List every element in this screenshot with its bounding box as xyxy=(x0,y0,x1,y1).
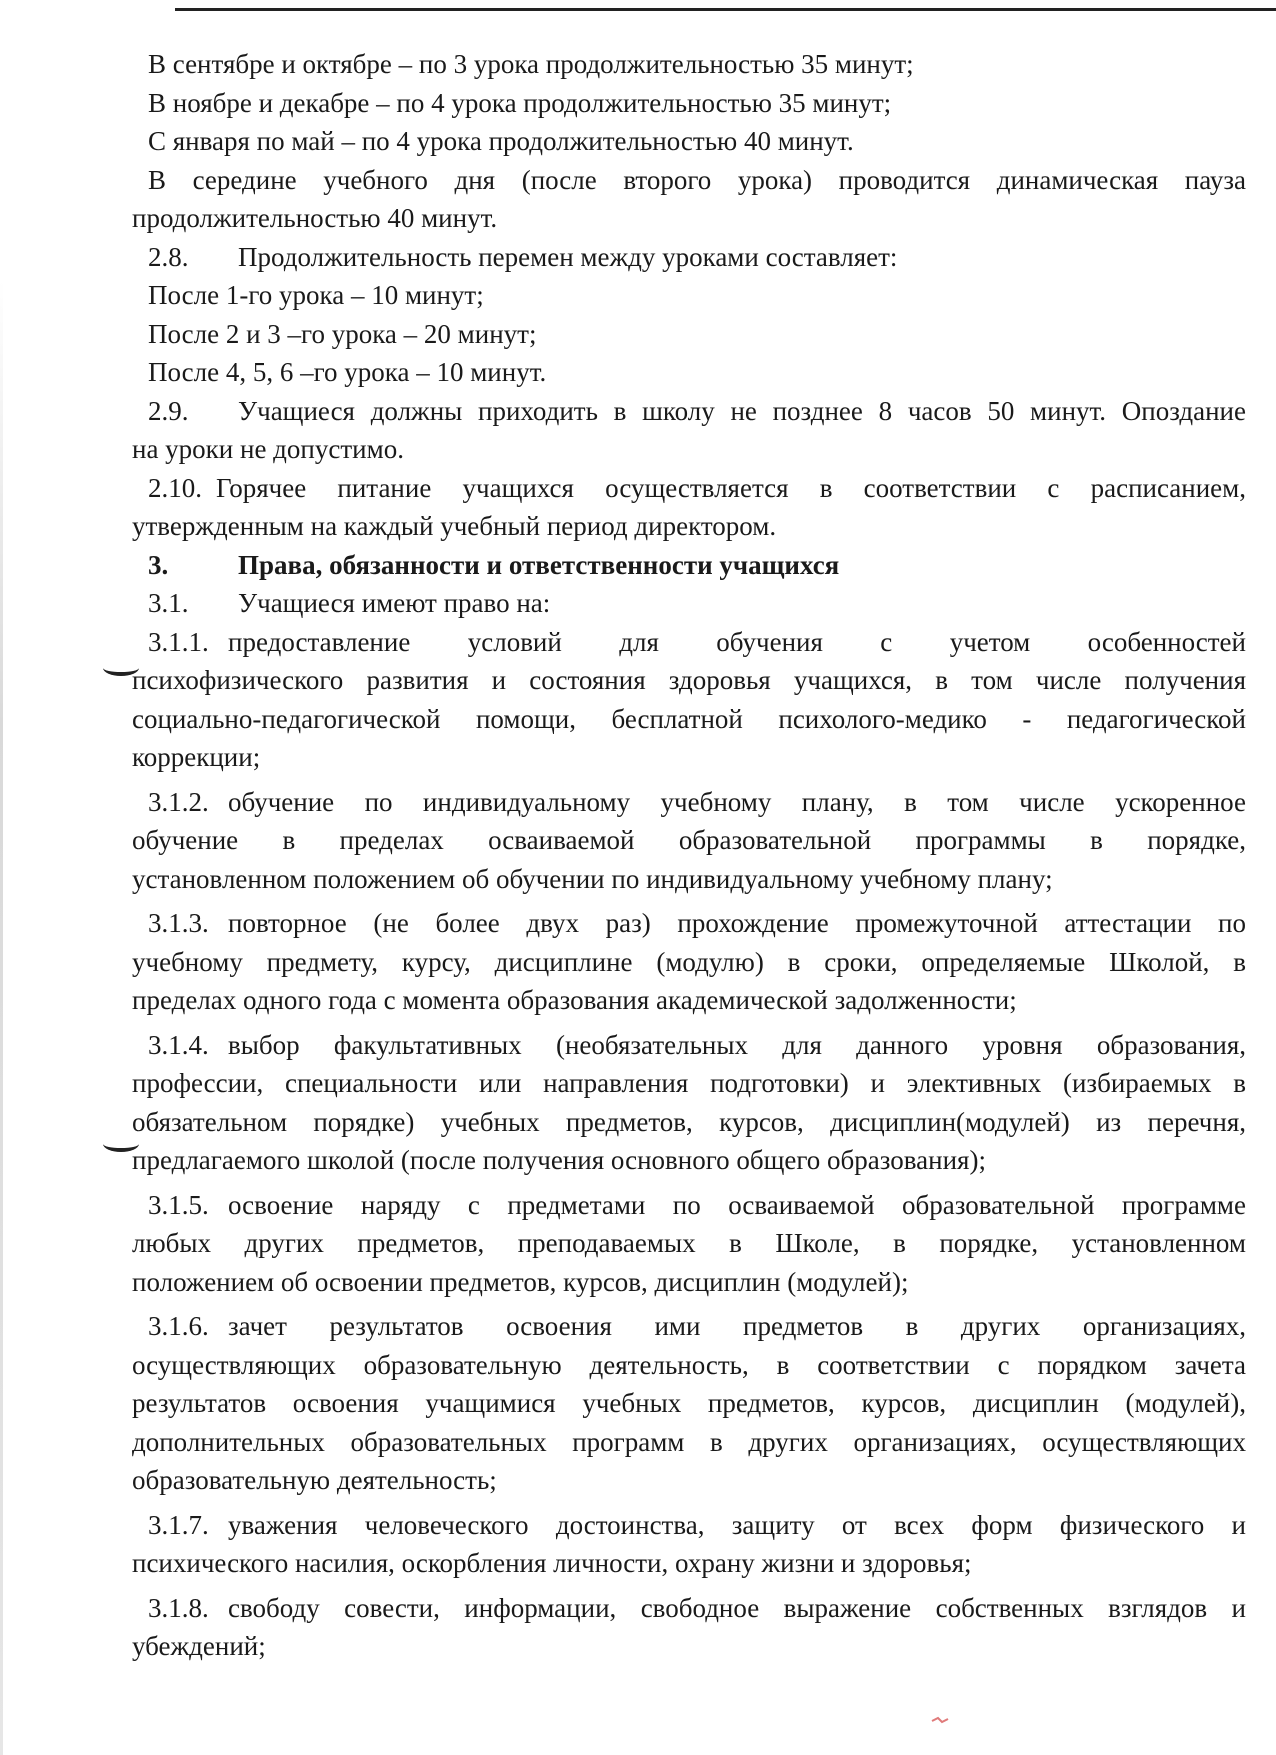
section-title: Права, обязанности и ответственности учащихся xyxy=(238,549,840,580)
text-line: психофизического развития и состояния здоровья учащихся, в том числе получения xyxy=(132,665,1246,695)
text-line: любых других предметов, преподаваемых в Школе, в порядке, установленном xyxy=(132,1228,1246,1258)
numbered-item xyxy=(148,1186,1246,1225)
text-line: После 4, 5, 6 –го урока – 10 минут. xyxy=(148,357,547,387)
section-number: 3. xyxy=(148,549,169,580)
text-line: психического насилия, оскорбления личности, охрану жизни и здоровья; xyxy=(132,1548,972,1578)
numbered-item xyxy=(148,1026,1246,1065)
item-number: 2.9. xyxy=(148,395,189,426)
text-line: обучение в пределах осваиваемой образовательной программы в порядке, xyxy=(132,825,1246,855)
numbered-item xyxy=(148,1506,1246,1545)
text-line: предлагаемого школой (после получения основного общего образования); xyxy=(132,1145,986,1175)
item-text: предоставление условий для обучения с учетом особенностей xyxy=(228,626,1246,657)
item-number: 3.1.5. xyxy=(148,1189,209,1220)
text-line: продолжительностью 40 минут. xyxy=(132,203,498,233)
item-text: уважения человеческого достоинства, защиту от всех форм физического и xyxy=(228,1509,1246,1540)
text-line: В середине учебного дня (после второго урока) проводится динамическая пауза xyxy=(148,164,1246,195)
document-page xyxy=(132,45,1246,1666)
item-text: Продолжительность перемен между уроками составляет: xyxy=(238,241,898,272)
numbered-item xyxy=(148,469,1246,508)
stamp-speck xyxy=(930,1715,952,1725)
numbered-item xyxy=(148,238,1246,277)
text-line: После 1-го урока – 10 минут; xyxy=(148,280,484,310)
text-line: осуществляющих образовательную деятельность, в соответствии с порядком зачета xyxy=(132,1349,1246,1380)
section-heading xyxy=(148,546,1246,585)
numbered-item xyxy=(148,1589,1246,1628)
text-line: С января по май – по 4 урока продолжительностью 40 минут. xyxy=(148,126,854,156)
item-number: 3.1. xyxy=(148,588,189,618)
numbered-item xyxy=(148,1307,1246,1346)
item-text: освоение наряду с предметами по осваиваемой образовательной программе xyxy=(228,1189,1246,1220)
text-line: профессии, специальности или направления подготовки) и элективных (избираемых в xyxy=(132,1068,1246,1098)
text-line: убеждений; xyxy=(132,1631,266,1661)
text-line: учебному предмету, курсу, дисциплине (модулю) в сроки, определяемые Школой, в xyxy=(132,946,1246,977)
text-line: После 2 и 3 –го урока – 20 минут; xyxy=(148,318,537,349)
text-line: пределах одного года с момента образования академической задолженности; xyxy=(132,985,1017,1015)
scan-edge-left xyxy=(0,280,3,1755)
item-number: 3.1.1. xyxy=(148,626,209,657)
numbered-item xyxy=(148,904,1246,943)
numbered-item xyxy=(148,584,1246,623)
item-number: 2.10. xyxy=(148,472,202,503)
text-line: коррекции; xyxy=(132,742,261,772)
scan-edge-top xyxy=(175,8,1276,11)
item-number: 3.1.7. xyxy=(148,1509,209,1540)
item-text: обучение по индивидуальному учебному плану, в том числе ускоренное xyxy=(228,786,1246,817)
item-text: свободу совести, информации, свободное выражение собственных взглядов и xyxy=(228,1592,1246,1623)
item-text: выбор факультативных (необязательных для данного уровня образования, xyxy=(228,1029,1246,1060)
item-number: 3.1.3. xyxy=(148,908,209,938)
text-line: обязательном порядке) учебных предметов, курсов, дисциплин(модулей) из перечня, xyxy=(132,1106,1246,1137)
item-number: 2.8. xyxy=(148,241,189,272)
item-text: Учащиеся должны приходить в школу не позднее 8 часов 50 минут. Опоздание xyxy=(238,395,1246,426)
item-text: Горячее питание учащихся осуществляется в соответствии с расписанием, xyxy=(216,472,1246,503)
numbered-item xyxy=(148,783,1246,822)
item-text: зачет результатов освоения ими предметов в других организациях, xyxy=(228,1311,1246,1341)
text-line: результатов освоения учащимися учебных предметов, курсов, дисциплин (модулей), xyxy=(132,1388,1246,1418)
text-line: В сентябре и октябре – по 3 урока продолжительностью 35 минут; xyxy=(148,49,914,79)
numbered-item xyxy=(148,392,1246,431)
text-line: дополнительных образовательных программ в других организациях, осуществляющих xyxy=(132,1426,1246,1457)
item-number: 3.1.8. xyxy=(148,1592,209,1623)
text-line: В ноябре и декабре – по 4 урока продолжительностью 35 минут; xyxy=(148,87,892,118)
item-text: повторное (не более двух раз) прохождение промежуточной аттестации по xyxy=(228,908,1246,938)
text-line: положением об освоении предметов, курсов, дисциплин (модулей); xyxy=(132,1266,909,1297)
item-number: 3.1.2. xyxy=(148,786,209,817)
text-line: установленном положением об обучении по индивидуальному учебному плану; xyxy=(132,863,1053,894)
text-line: утвержденным на каждый учебный период директором. xyxy=(132,511,777,541)
item-number: 3.1.6. xyxy=(148,1311,209,1341)
item-number: 3.1.4. xyxy=(148,1029,209,1060)
text-line: на уроки не допустимо. xyxy=(132,434,404,464)
text-line: образовательную деятельность; xyxy=(132,1465,497,1495)
text-line: социально-педагогической помощи, бесплатной психолого-медико - педагогической xyxy=(132,703,1246,734)
numbered-item xyxy=(148,623,1246,662)
item-text: Учащиеся имеют право на: xyxy=(238,588,551,618)
